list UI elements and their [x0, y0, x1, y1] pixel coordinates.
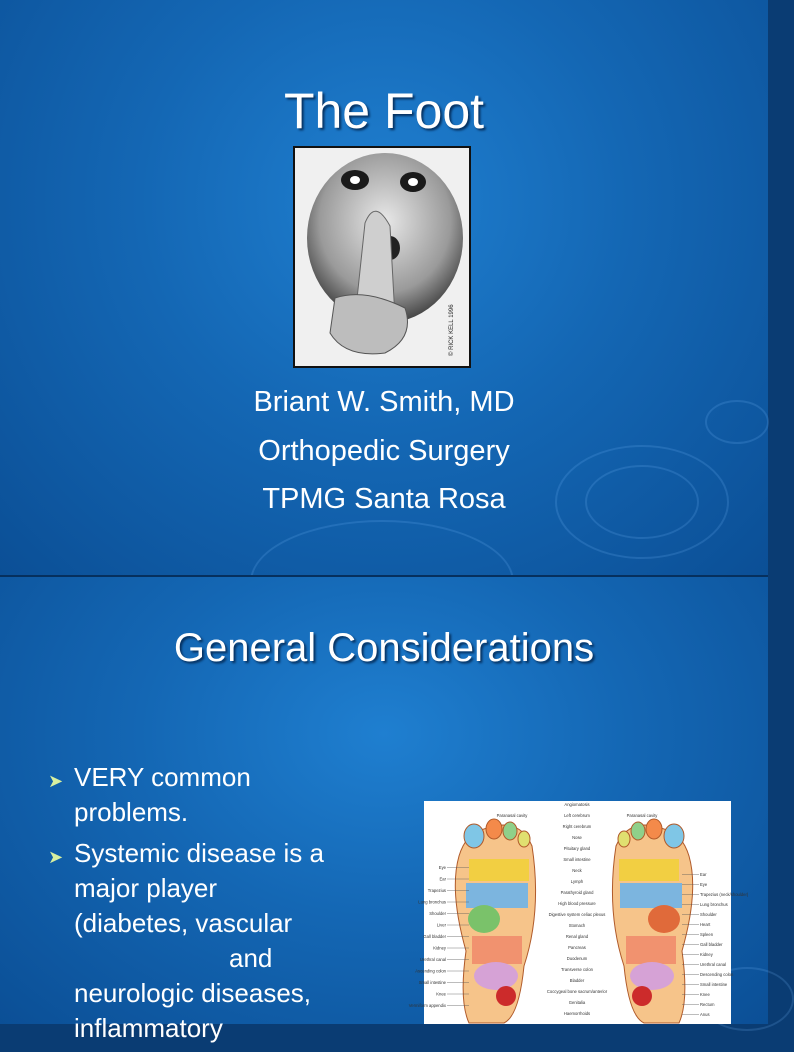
chart-label: Knee	[436, 991, 446, 997]
chart-label: Paranasal cavity	[496, 813, 528, 818]
chart-label: Angiomatosis	[564, 802, 590, 807]
chart-label: Small intestine	[563, 857, 591, 862]
chart-label: Right cerebrum	[562, 824, 592, 829]
slide2-title: General Considerations	[173, 626, 595, 670]
reflexology-foot-chart	[408, 801, 749, 1024]
chart-label: Paranasal cavity	[626, 813, 658, 818]
chart-label: Eye	[700, 882, 708, 887]
chart-label: Urethral canal	[419, 957, 446, 962]
chart-label: Left cerebrum	[564, 813, 590, 818]
bullet-text: (diabetes, vascular	[74, 908, 293, 938]
chart-label: Digestive system celiac plexus	[548, 912, 606, 917]
chart-label: Bladder	[569, 978, 585, 983]
photo-watermark: © RICK KELL 1996	[449, 304, 455, 356]
chart-label: Kidney	[700, 952, 713, 957]
bullet-item	[48, 760, 388, 830]
bullet-text: inflammatory	[74, 1013, 223, 1043]
chart-label: Heart	[700, 922, 711, 927]
arrow-bullet-icon: ➤	[48, 847, 64, 867]
chart-label: Shoulder	[700, 912, 717, 917]
chart-label: Pituitary gland	[563, 846, 591, 851]
chart-label: Trapezius	[427, 888, 446, 893]
bullet-item	[48, 836, 388, 1046]
chart-label: Renal gland	[565, 934, 589, 939]
chart-label: Parathyroid gland	[560, 890, 594, 895]
chart-label: Descending colon	[700, 972, 734, 977]
chart-label: Small intestine	[418, 980, 446, 985]
chart-label: Liver	[436, 922, 446, 928]
presenter-name: Briant W. Smith, MD	[253, 386, 515, 418]
bullet-text: Systemic disease is a	[74, 838, 324, 868]
chart-label: Vermiform appendix	[408, 1003, 446, 1008]
slide-title: The Foot	[283, 83, 485, 139]
chart-label: Trapezius (neck/shoulder)	[700, 892, 749, 897]
chart-label: Ear	[700, 872, 707, 877]
chart-label: Gall bladder	[423, 934, 446, 939]
baby-foot-photo	[293, 146, 471, 368]
presenter-location: TPMG Santa Rosa	[262, 483, 506, 515]
arrow-bullet-icon: ➤	[48, 771, 64, 791]
chart-label: Shoulder	[429, 911, 446, 916]
chart-label: Coccygeal bone sacrum/anterior	[546, 989, 608, 994]
bullet-text: and	[229, 943, 273, 973]
chart-label: Lung bronchus	[418, 899, 446, 905]
chart-label: Genitalia	[568, 1000, 586, 1005]
bullet-text: neurologic diseases,	[74, 978, 312, 1008]
chart-label: Eye	[438, 865, 446, 870]
chart-label: Pancreas	[568, 945, 586, 950]
chart-label: Lung bronchus	[700, 902, 728, 907]
chart-label: Transverse colon	[561, 967, 593, 972]
chart-label: Lymph	[570, 879, 584, 884]
chart-label: High blood pressure	[558, 901, 596, 906]
chart-label: Duodenum	[566, 956, 588, 961]
bullet-text: problems.	[74, 797, 189, 827]
chart-label: Ear	[439, 876, 446, 882]
presenter-department: Orthopedic Surgery	[258, 435, 510, 467]
chart-label: Gall bladder	[700, 942, 723, 947]
left-foot-diagram	[455, 819, 535, 1023]
chart-label: Spleen	[700, 932, 714, 937]
chart-label: Haemorrhoids	[563, 1011, 591, 1016]
chart-label: Small intestine	[700, 982, 728, 987]
chart-label: Neck	[572, 868, 582, 873]
bullet-text: major player	[74, 873, 218, 903]
chart-label: Urethral canal	[700, 962, 727, 967]
bullet-list	[48, 760, 388, 1052]
chart-label: Stomach	[568, 923, 586, 928]
chart-label: Ascending colon	[415, 968, 446, 974]
bullet-text: VERY common	[74, 762, 251, 792]
chart-label: Knee	[700, 992, 710, 997]
right-foot-diagram	[612, 819, 692, 1023]
chart-label: Rectum	[700, 1002, 715, 1007]
chart-label: Anus	[700, 1012, 710, 1017]
chart-label: Nose	[572, 835, 582, 840]
chart-label: Kidney	[433, 945, 446, 951]
